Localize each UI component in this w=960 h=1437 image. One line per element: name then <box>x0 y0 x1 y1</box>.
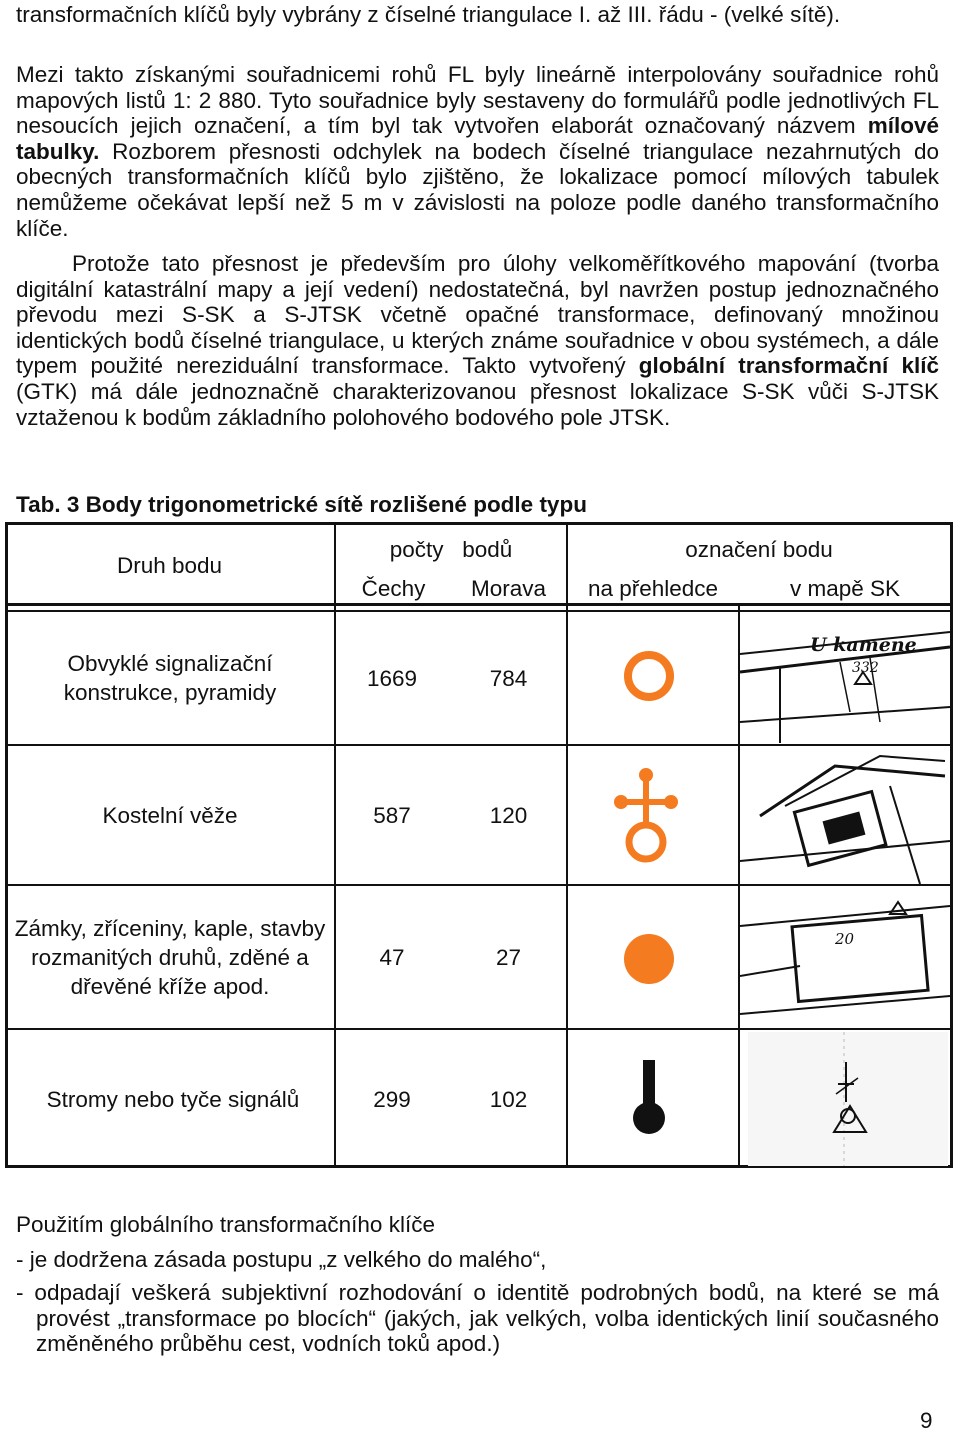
map-label-20: 20 <box>835 930 855 948</box>
header-overview: na přehledce <box>587 575 719 601</box>
row3-type: Zámky, zříceniny, kaple, stavby rozmanitých druhů, zděné a dřevěné kříže apod. <box>14 915 326 999</box>
list-item: - je dodržena zásada postupu „z velkého do malého“, <box>16 1246 547 1272</box>
row4-type: Stromy nebo tyče signálů <box>46 1086 300 1112</box>
p3-text-b: (GTK) má dále jednoznačně charakterizovanou přesnost lokalizace S-SK vůči S-JTSK vztaženou k bodům základního polohového bodového pole JTSK. <box>16 378 939 430</box>
header-bohemia: Čechy <box>361 575 426 601</box>
row1-moravia: 784 <box>489 665 528 691</box>
list-item: - odpadají veškerá subjektivní rozhodování o identitě podrobných bodů, na které se má provést „transformace po blocích“ (jakých, jak velkých, volba identických linií současného změněného průběhu cest, vodních toků apod.) <box>16 1280 939 1357</box>
map-label-u-kamene: U kamene <box>810 634 917 656</box>
header-counts: počty bodů <box>389 536 513 562</box>
map-excerpt-pyramid <box>740 612 950 743</box>
row2-moravia: 120 <box>489 802 528 828</box>
tree-pole-icon <box>628 1058 670 1138</box>
map-excerpt-tree <box>748 1032 948 1166</box>
paragraph-intro: transformačních klíčů byly vybrány z číselné triangulace I. až III. řádu - (velké sítě). <box>16 2 841 27</box>
paragraph-gtk <box>16 251 939 430</box>
p2-text-a: Mezi takto získanými souřadnicemi rohů FL byly lineárně interpolovány souřadnice rohů mapových listů 1: 2 880. Tyto souřadnice byly sestaveny do formulářů podle jednotlivých FL nesoucích jejich označení, a tím byl tak vytvořen elaborát označovaný názvem <box>16 62 939 139</box>
row3-bohemia: 47 <box>379 944 405 970</box>
col-divider <box>566 522 568 1168</box>
row2-bohemia: 587 <box>373 802 411 828</box>
conclusion-intro: Použitím globálního transformačního klíče <box>16 1212 435 1237</box>
map-label-number: 332 <box>852 660 879 676</box>
p2-text-b: Rozborem přesnosti odchylek na bodech číselné triangulace nezahrnutých do obecných transformačních klíčů bylo zjištěno, že lokalizace pomocí mílových tabulek nemůžeme očekávat lepší než 5 m v závislosti na poloze podle daného transformačního klíče. <box>16 138 939 241</box>
p2-bold-term: mílové tabulky. <box>16 113 939 164</box>
circle-outline-icon <box>620 647 678 705</box>
conclusion-block <box>16 1212 939 1365</box>
table-caption: Tab. 3 Body trigonometrické sítě rozlišené podle typu <box>16 492 587 517</box>
row1-type: Obvyklé signalizační konstrukce, pyramidy <box>63 651 277 705</box>
church-tower-icon <box>612 766 680 870</box>
map-excerpt-church <box>740 746 950 884</box>
map-excerpt-building <box>740 886 950 1028</box>
p3-text-a: Protože tato přesnost je především pro úlohy velkoměřítkového mapování (tvorba digitální katastrální mapy a její vedení) nedostatečná, byl navržen postup jednoznačného převodu mezi S-SK a S-JTSK včetně opačné transformace, definovaný množinou identických bodů číselné triangulace, u kterých známe souřadnice v obou systémech, a dále typem použité nereziduální transformace. Takto vytvořený <box>16 251 939 379</box>
filled-circle-icon <box>620 930 678 988</box>
header-type: Druh bodu <box>116 552 223 578</box>
p3-bold-term: globální transformační klíč <box>638 353 939 379</box>
row1-bohemia: 1669 <box>366 665 418 691</box>
paragraph-mile-tables <box>16 62 939 241</box>
row2-type: Kostelní věže <box>102 802 238 828</box>
row4-moravia: 102 <box>489 1086 528 1112</box>
header-map: v mapě SK <box>789 575 901 601</box>
header-marking: označení bodu <box>685 536 833 562</box>
row3-moravia: 27 <box>495 944 522 970</box>
row4-bohemia: 299 <box>373 1086 411 1112</box>
page-number: 9 <box>920 1408 933 1433</box>
header-moravia: Morava <box>470 575 547 601</box>
